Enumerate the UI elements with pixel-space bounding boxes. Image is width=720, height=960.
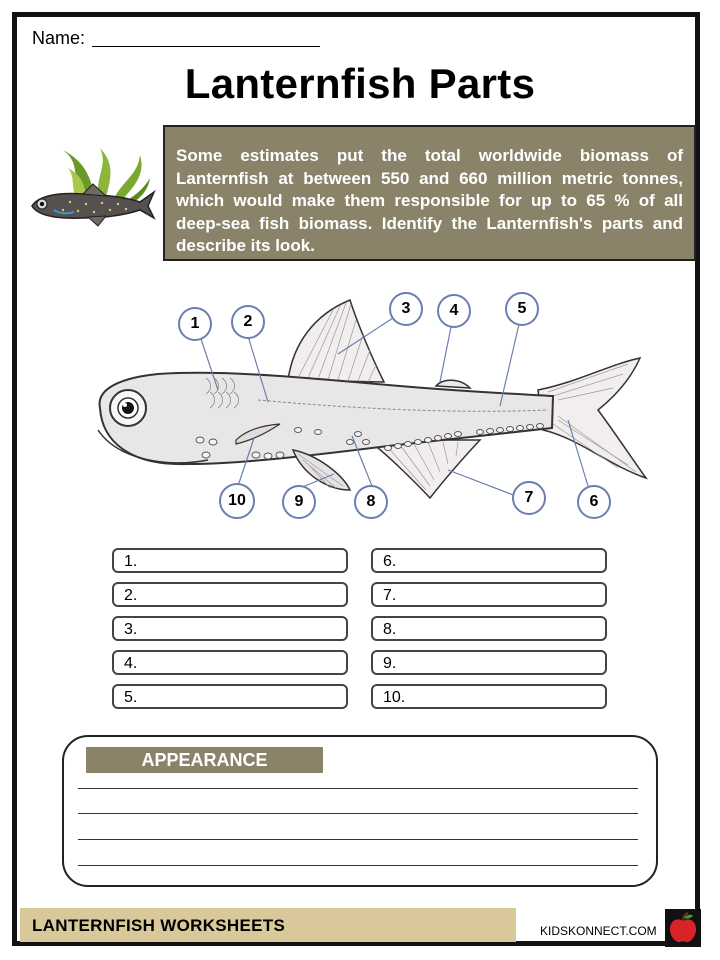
appearance-line-4[interactable] xyxy=(78,865,638,866)
small-fish-icon xyxy=(32,184,154,226)
answer-field-5[interactable]: 5. xyxy=(112,684,348,709)
answer-field-9[interactable]: 9. xyxy=(371,650,607,675)
label-4: 4 xyxy=(449,302,459,319)
answer-field-10[interactable]: 10. xyxy=(371,684,607,709)
footer-site: KIDSKONNECT.COM xyxy=(540,924,657,938)
label-9: 9 xyxy=(294,493,304,510)
label-7: 7 xyxy=(524,489,534,506)
label-10: 10 xyxy=(228,492,246,509)
appearance-heading: APPEARANCE xyxy=(86,747,323,773)
appearance-line-2[interactable] xyxy=(78,813,638,814)
label-2: 2 xyxy=(243,313,253,330)
label-6: 6 xyxy=(589,493,599,510)
appearance-line-3[interactable] xyxy=(78,839,638,840)
name-label: Name: xyxy=(32,28,86,48)
intro-text-box xyxy=(163,125,696,261)
footer-title: LANTERNFISH WORKSHEETS xyxy=(32,916,286,935)
page-title: Lanternfish Parts xyxy=(184,60,536,107)
answer-field-3[interactable]: 3. xyxy=(112,616,348,641)
label-5: 5 xyxy=(517,300,527,317)
answer-field-2[interactable]: 2. xyxy=(112,582,348,607)
apple-logo-box xyxy=(665,909,701,947)
label-3: 3 xyxy=(401,300,411,317)
appearance-line-1[interactable] xyxy=(78,788,638,789)
answer-field-1[interactable]: 1. xyxy=(112,548,348,573)
lanternfish-illustration xyxy=(28,140,158,230)
label-1: 1 xyxy=(190,315,200,332)
apple-icon xyxy=(665,909,701,947)
answer-field-4[interactable]: 4. xyxy=(112,650,348,675)
label-8: 8 xyxy=(366,493,376,510)
name-input-line[interactable] xyxy=(92,46,320,47)
caudal-fin xyxy=(538,358,646,478)
adipose-fin xyxy=(436,380,470,388)
answer-field-6[interactable]: 6. xyxy=(371,548,607,573)
answer-field-7[interactable]: 7. xyxy=(371,582,607,607)
intro-text: Some estimates put the total worldwide biomass of Lanternfish at between 550 and 660 million metric tonnes, which would make them responsible for up to 65 % of all deep-sea fish biomass. Identify the Lanternfish's parts and describe its look. xyxy=(176,146,683,255)
fish-body xyxy=(100,373,553,464)
answer-field-8[interactable]: 8. xyxy=(371,616,607,641)
